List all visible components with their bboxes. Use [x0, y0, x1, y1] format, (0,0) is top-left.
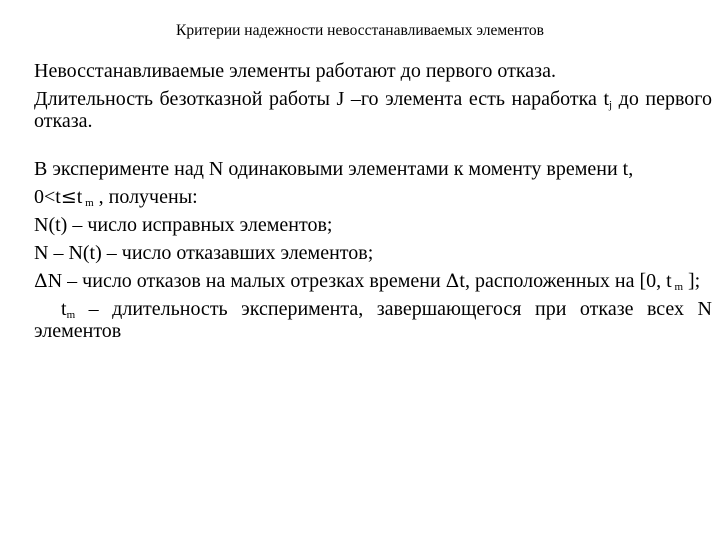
paragraph-experiment-duration [34, 298, 712, 342]
experiment-duration-t: t [61, 298, 67, 320]
paragraph-nonrestorable-text: Невосстанавливаемые элементы работают до первого отказа. [34, 60, 556, 82]
paragraph-failed-elements-text: N – N(t) – число отказавших элементов; [34, 242, 374, 264]
subscript-m: m [82, 197, 94, 209]
delta-symbol: Δ [34, 270, 48, 292]
paragraph-working-elements [34, 214, 712, 236]
time-range-prefix: 0<t [34, 186, 61, 208]
failures-intervals-text-2: t, расположенных на [0, t [459, 270, 672, 292]
slide-body [34, 60, 712, 348]
paragraph-experiment-text: В эксперименте над N одинаковыми элементами к моменту времени t, [34, 158, 634, 180]
delta-symbol-2: Δ [445, 270, 460, 292]
paragraph-nonrestorable [34, 60, 712, 82]
subscript-m-3: m [66, 309, 76, 321]
paragraph-failure-free-duration-tail: до первого отказа. [34, 88, 712, 132]
paragraph-time-range [34, 186, 712, 208]
failures-intervals-text: N – число отказов на малых отрезках времени [47, 270, 446, 292]
time-range-tail: , получены: [93, 186, 198, 208]
paragraph-failure-free-duration [34, 88, 712, 132]
paragraph-experiment [34, 158, 712, 180]
subscript-m-2: m [671, 281, 684, 293]
less-equal-symbol: ≤ [60, 186, 77, 208]
paragraph-failed-elements [34, 242, 712, 264]
subscript-j: j [609, 99, 613, 111]
paragraph-working-elements-text: N(t) – число исправных элементов; [34, 214, 333, 236]
experiment-duration-tail: – длительность эксперимента, завершающегося при отказе всех N элементов [34, 298, 712, 342]
paragraph-failures-intervals [34, 270, 712, 292]
time-range-t: t [76, 186, 83, 208]
paragraph-failure-free-duration-text: Длительность безотказной работы J –го элемента есть наработка t [34, 88, 610, 110]
failures-intervals-tail: ]; [683, 270, 701, 292]
slide-title: Критерии надежности невосстанавливаемых элементов [176, 22, 544, 39]
